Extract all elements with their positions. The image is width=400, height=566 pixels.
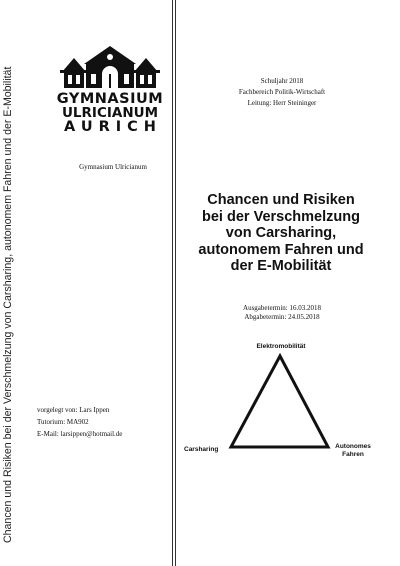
title-line: bei der Verschmelzung [202, 208, 360, 225]
triangle-diagram [176, 340, 386, 465]
author-info [37, 404, 122, 440]
author-name: vorgelegt von: Lars Ippen [37, 406, 110, 414]
logo-line-3: AURICH [64, 119, 162, 135]
tutorium: Tutorium: MA902 [37, 418, 89, 426]
title-line: Chancen und Risiken [207, 192, 355, 208]
dates [192, 304, 372, 322]
supervisor: Leitung: Herr Steininger [247, 99, 317, 107]
title-line: von Carsharing, [225, 225, 337, 241]
department: Fachbereich Politik-Wirtschaft [238, 88, 326, 96]
title-line: autonomem Fahren und [198, 241, 364, 258]
title-line: der E-Mobilität [230, 258, 332, 274]
diagram-label-right-line: Autonomes [335, 443, 371, 450]
divider-line [175, 0, 176, 566]
spine-title: Chancen und Risiken bei der Verschmelzung von Carsharing, autonomem Fahren und der E-Mobilität [2, 66, 14, 543]
diagram-label-right-line: Fahren [342, 451, 364, 458]
school-year: Schuljahr 2018 [260, 77, 304, 85]
header-info [192, 76, 372, 109]
due-date: Abgabetermin: 24.05.2018 [244, 313, 320, 321]
school-name: Gymnasium Ulricianum [79, 163, 147, 171]
logo-line-2: ULRICIANUM [61, 104, 159, 121]
email: E-Mail: larsippen@hotmail.de [37, 430, 123, 438]
diagram-label-left: Carsharing [184, 446, 219, 453]
divider-line [172, 0, 173, 566]
school-logo [56, 44, 164, 135]
school-building-icon [56, 44, 164, 90]
diagram-label-right [328, 443, 378, 459]
diagram-label-top: Elektromobilität [256, 343, 306, 350]
document-title [176, 192, 386, 275]
issue-date: Ausgabetermin: 16.03.2018 [243, 304, 321, 312]
logo-line-1: GYMNASIUM [56, 91, 164, 107]
